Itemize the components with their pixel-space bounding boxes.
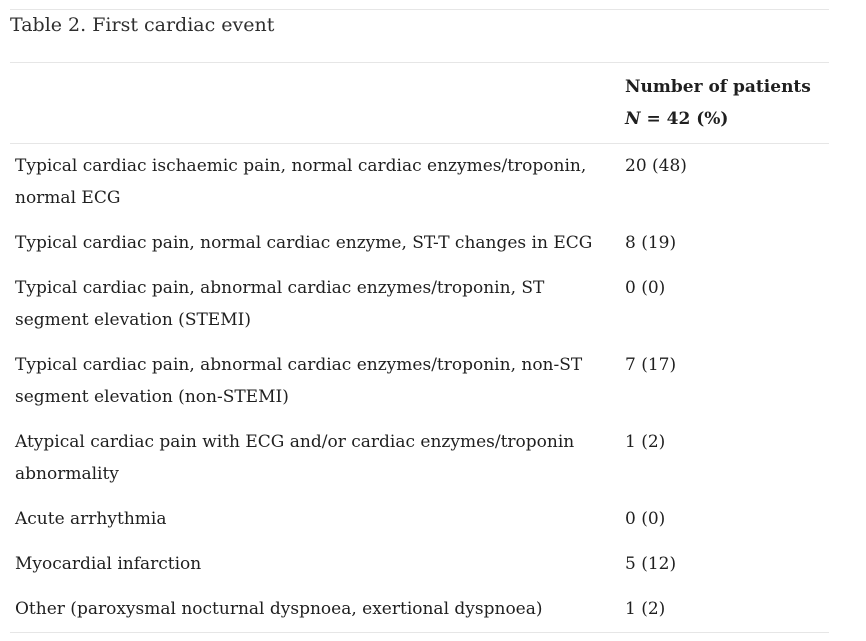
count-cell: 8 (19) bbox=[625, 233, 677, 253]
table-row bbox=[10, 266, 829, 343]
count-cell: 0 (0) bbox=[625, 278, 666, 298]
table-caption-title: First cardiac event bbox=[92, 14, 275, 36]
header-suffix: = 42 (%) bbox=[640, 109, 729, 129]
table-row bbox=[10, 221, 829, 266]
event-cell: Typical cardiac pain, abnormal cardiac enzymes/troponin, non-ST segment elevation (non-STEMI) bbox=[15, 355, 583, 407]
event-cell: Typical cardiac ischaemic pain, normal cardiac enzymes/troponin, normal ECG bbox=[15, 156, 587, 208]
event-cell: Myocardial infarction bbox=[15, 554, 202, 574]
count-cell: 0 (0) bbox=[625, 509, 666, 529]
top-divider bbox=[10, 9, 829, 10]
event-cell: Atypical cardiac pain with ECG and/or cardiac enzymes/troponin abnormality bbox=[15, 432, 575, 484]
header-n: N bbox=[625, 109, 641, 129]
header-row bbox=[10, 63, 829, 144]
header-number-of-patients bbox=[620, 63, 829, 144]
table-row bbox=[10, 497, 829, 542]
table-caption-label: Table 2. bbox=[10, 14, 87, 36]
table-row bbox=[10, 420, 829, 497]
table-body bbox=[10, 144, 829, 633]
count-cell: 1 (2) bbox=[625, 432, 666, 452]
count-cell: 7 (17) bbox=[625, 355, 677, 375]
header-prefix: Number of patients bbox=[625, 77, 811, 97]
event-cell: Acute arrhythmia bbox=[15, 509, 167, 529]
count-cell: 20 (48) bbox=[625, 156, 687, 176]
table-caption bbox=[10, 13, 274, 37]
count-cell: 1 (2) bbox=[625, 599, 666, 619]
count-cell: 5 (12) bbox=[625, 554, 677, 574]
event-cell: Typical cardiac pain, normal cardiac enzyme, ST-T changes in ECG bbox=[15, 233, 593, 253]
table-row bbox=[10, 144, 829, 222]
header-event bbox=[10, 63, 620, 144]
event-cell: Typical cardiac pain, abnormal cardiac enzymes/troponin, ST segment elevation (STEMI) bbox=[15, 278, 545, 330]
table-row bbox=[10, 343, 829, 420]
table-row bbox=[10, 587, 829, 633]
table-row bbox=[10, 542, 829, 587]
first-cardiac-event-table bbox=[10, 62, 829, 633]
event-cell: Other (paroxysmal nocturnal dyspnoea, exertional dyspnoea) bbox=[15, 599, 543, 619]
table-header bbox=[10, 63, 829, 144]
